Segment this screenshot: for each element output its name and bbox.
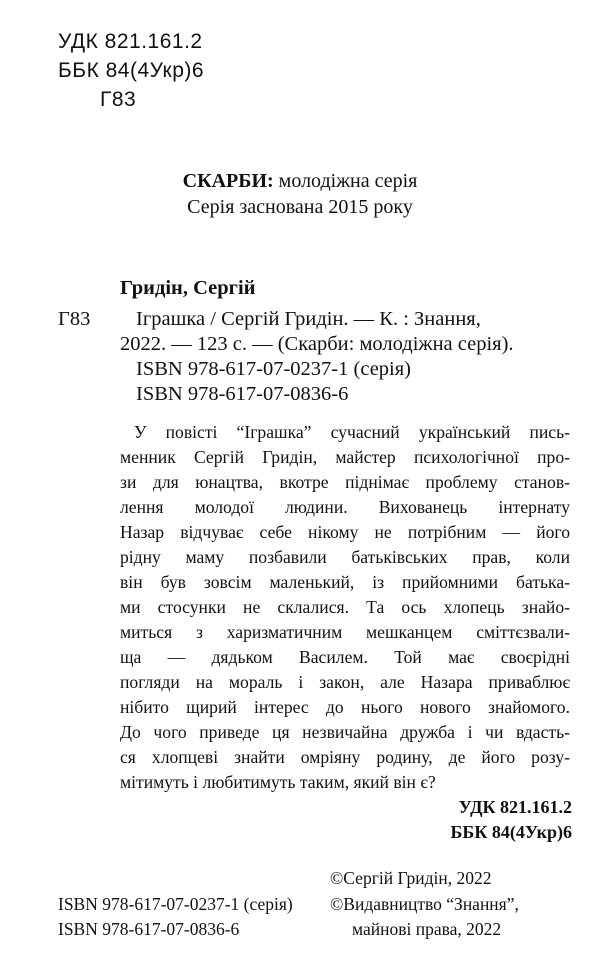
copyright-rights: майнові права, 2022 [352, 919, 502, 939]
series-subtitle: молодіжна серія [273, 170, 418, 192]
annotation-line: ся хлопцеві знайти омріяну родину, де його розу- [120, 747, 570, 767]
series-founded: Серія заснована 2015 року [187, 196, 413, 218]
annotation-line: мітимуть і любитимуть таким, який він є? [120, 772, 436, 792]
footer-isbn-series: ISBN 978-617-07-0237-1 (серія) [58, 894, 293, 914]
bbk-code-top: ББК 84(4Укр)6 [58, 59, 205, 82]
annotation-line: ща — дядьком Василем. Той має своєрідні [120, 647, 570, 667]
annotation-line: Назар відчуває себе нікому не потрібним — його [120, 522, 570, 542]
catalog-isbn-series: ISBN 978-617-07-0237-1 (серія) [136, 358, 411, 380]
catalog-isbn-book: ISBN 978-617-07-0836-6 [136, 383, 349, 405]
catalog-title-line: Іграшка / Сергій Гридін. — К. : Знання, [136, 308, 481, 330]
copyright-publisher: ©Видавництво “Знання”, [330, 894, 519, 914]
copyright-author: ©Сергій Гридін, 2022 [330, 868, 492, 888]
bbk-code-bottom: ББК 84(4Укр)6 [450, 822, 572, 842]
series-title [0, 170, 600, 193]
catalog-author-mark: Г83 [58, 308, 91, 330]
annotation-line: менник Сергій Гридін, майстер психологічної про- [120, 447, 570, 467]
catalog-author: Гридін, Сергій [120, 277, 256, 299]
annotation-line: рідну маму позбавили батьківських прав, коли [120, 547, 570, 567]
author-mark-top: Г83 [100, 88, 137, 111]
annotation-line: У повісті “Іграшка” сучасний український пись- [134, 422, 570, 442]
catalog-imprint-line: 2022. — 123 с. — (Скарби: молодіжна серія). [120, 333, 514, 355]
series-name: СКАРБИ: [182, 170, 274, 192]
annotation-line: лення молодої людини. Вихованець інтернату [120, 497, 570, 517]
annotation-line: нібито щирий інтерес до нього нового знайомого. [120, 697, 570, 717]
annotation-line: він був зовсім маленький, із прийомними батька- [120, 572, 570, 592]
udk-code-bottom: УДК 821.161.2 [458, 797, 572, 817]
annotation-line: погляди на мораль і закон, але Назара приваблює [120, 672, 570, 692]
annotation-line: зи для юнацтва, вкотре піднімає проблему станов- [120, 472, 570, 492]
annotation [120, 420, 570, 795]
udk-code-top: УДК 821.161.2 [58, 30, 203, 53]
footer-isbn-book: ISBN 978-617-07-0836-6 [58, 919, 240, 939]
annotation-line: миться з харизматичним мешканцем сміттєзвали- [120, 622, 570, 642]
annotation-line: ми стосунки не склалися. Та ось хлопець знайо- [120, 597, 570, 617]
annotation-line: До чого приведе ця незвичайна дружба і чи вдасть- [120, 722, 570, 742]
